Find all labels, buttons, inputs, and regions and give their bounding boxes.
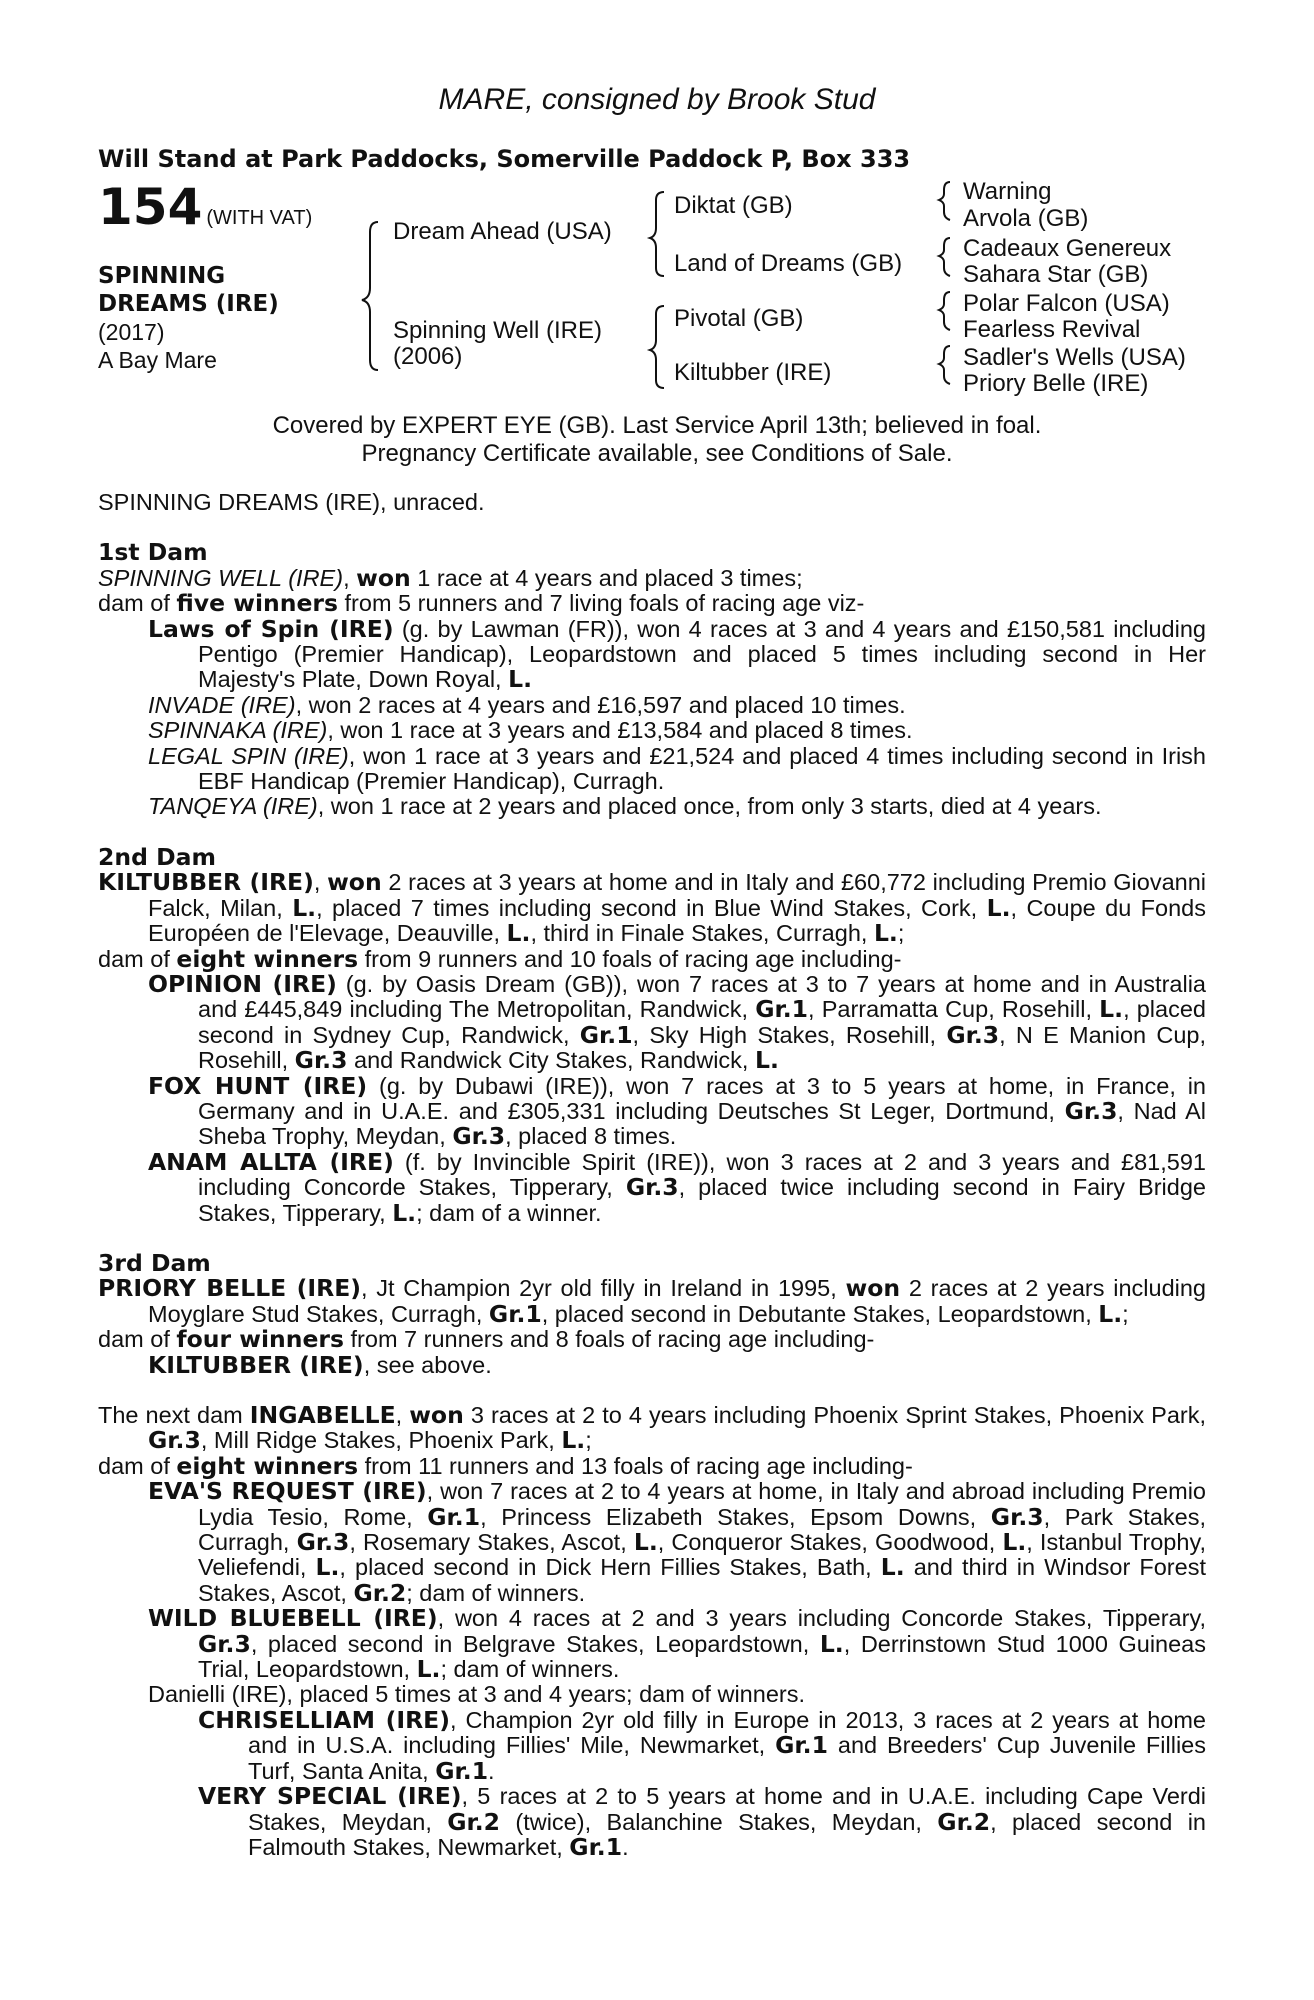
legal-spin-text: , won 1 race at 3 years and £21,524 and placed 4 times including second in Irish EBF Handicap (Premier Handicap), Curragh.: [198, 742, 1207, 795]
evas-request-text: , Conqueror Stakes, Goodwood,: [657, 1529, 1003, 1556]
opinion-text: , Sky High Stakes, Rosehill,: [632, 1021, 947, 1048]
listed-label: L.: [633, 1528, 658, 1557]
group-label: Gr.2: [937, 1807, 991, 1836]
group-label: Gr.1: [775, 1731, 828, 1760]
dam1-text1: 1 race at 4 years and placed 3 times;: [410, 564, 803, 591]
next-dam-damof: dam of: [98, 1452, 177, 1479]
pedigree-dam: Spinning Well (IRE): [393, 317, 602, 344]
list-item: [98, 1479, 1206, 1606]
very-special-name: VERY SPECIAL (IRE): [198, 1782, 462, 1811]
listed-label: L.: [880, 1553, 905, 1582]
list-item: [98, 718, 1206, 743]
dam3-damof: dam of: [98, 1326, 177, 1353]
evas-request-name: EVA'S REQUEST (IRE): [148, 1477, 427, 1506]
dam2-won: won: [327, 868, 382, 897]
listed-label: L.: [1099, 995, 1124, 1024]
list-item: [98, 1606, 1206, 1682]
horse-name-line1: SPINNING: [98, 263, 226, 289]
dam3-produce: [98, 1327, 1206, 1352]
next-dam-produce: [98, 1451, 1206, 1480]
wild-bluebell-text: , won 4 races at 2 and 3 years including Concorde Stakes, Tipperary,: [437, 1605, 1206, 1632]
group-label: Gr.3: [148, 1426, 201, 1455]
dam2-text: , Coupe du Fonds Européen de l'Elevage, Deauville,: [148, 894, 1206, 947]
listed-label: L.: [292, 893, 317, 922]
group-label: Gr.1: [427, 1502, 481, 1531]
dam3-text: , placed second in Debutante Stakes, Leopardstown,: [541, 1300, 1099, 1327]
very-special-text: , placed second in Falmouth Stakes, Newmarket,: [248, 1808, 1207, 1860]
covered-line: Covered by EXPERT EYE (GB). Last Service April 13th; believed in foal.: [272, 412, 1042, 439]
dam3-text: , Jt Champion 2yr old filly in Ireland in 1995,: [361, 1275, 846, 1302]
invade-name: INVADE (IRE): [148, 691, 296, 718]
dam2-winners: eight winners: [176, 944, 359, 973]
dam1-won: won: [356, 563, 411, 592]
group-label: Gr.3: [198, 1629, 251, 1658]
dam2-text: 2 races at 3 years at home and in Italy and £60,772 including Premio Giovanni Falck, Milan,: [148, 869, 1206, 921]
covered-info: [0, 412, 1314, 468]
evas-request-text: , Princess Elizabeth Stakes, Epsom Downs,: [480, 1503, 991, 1530]
dam3-text: ;: [1122, 1300, 1129, 1327]
dam1-name: SPINNING WELL (IRE): [98, 564, 344, 591]
dam1-text2: from 5 runners and 7 living foals of racing age viz-: [337, 590, 865, 617]
listed-label: L.: [416, 1655, 441, 1684]
very-special-text: .: [622, 1833, 629, 1860]
list-item: [98, 1705, 1206, 1785]
spinnaka-name: SPINNAKA (IRE): [148, 717, 328, 744]
next-dam-damtext: from 11 runners and 13 foals of racing age including-: [358, 1452, 913, 1479]
dam2-produce: [98, 944, 1206, 973]
dam2-text: , placed 7 times including second in Blue Wind Stakes, Cork,: [316, 894, 987, 921]
group-label: Gr.3: [452, 1122, 506, 1151]
tanqeya-text: , won 1 race at 2 years and placed once, from only 3 starts, died at 4 years.: [317, 793, 1102, 820]
catalogue-body: [98, 490, 1206, 1860]
kiltubber-text: , see above.: [363, 1351, 492, 1378]
listed-label: L.: [1098, 1299, 1123, 1328]
group-label: Gr.3: [296, 1528, 350, 1557]
group-label: Gr.3: [625, 1173, 679, 1202]
anam-allta-text: , placed twice including second in Fairy Bridge Stakes, Tipperary,: [198, 1174, 1206, 1226]
pedigree-ddd: Priory Belle (IRE): [963, 370, 1149, 397]
dam2-damtext: from 9 runners and 10 foals of racing age including-: [358, 945, 902, 972]
dam2-text: , third in Finale Stakes, Curragh,: [530, 920, 874, 947]
dam2-text: ;: [897, 920, 905, 947]
listed-label: L.: [986, 893, 1011, 922]
pedigree-dds: Sadler's Wells (USA): [963, 344, 1186, 371]
lot-number: 154: [98, 178, 203, 236]
evas-request-text: , won 7 races at 2 to 4 years at home, in Italy and abroad including Premio Lydia Tesio, Rome,: [198, 1478, 1206, 1530]
listed-label: L.: [392, 1198, 417, 1227]
dam1-record: SPINNING WELL (IRE), won 1 race at 4 years and placed 3 times;: [98, 563, 803, 592]
listed-label: L.: [506, 919, 531, 948]
chriselliam-text: and Breeders' Cup Juvenile Fillies Turf, Santa Anita,: [248, 1732, 1206, 1784]
wild-bluebell-text: , Derrinstown Stud 1000 Guineas Trial, Leopardstown,: [198, 1630, 1206, 1683]
group-label: Gr.3: [946, 1020, 1000, 1049]
dam2-name: KILTUBBER (IRE): [98, 868, 314, 897]
pedigree-dam-sire: Pivotal (GB): [674, 305, 804, 332]
group-label: Gr.3: [1064, 1096, 1118, 1125]
evas-request-text: , Rosemary Stakes, Ascot,: [349, 1529, 634, 1556]
anam-allta-name: ANAM ALLTA (IRE): [148, 1147, 394, 1176]
list-item: [98, 1784, 1206, 1860]
dam1-title: 1st Dam: [98, 538, 208, 567]
dam3-record: [98, 1276, 1206, 1327]
next-dam-sep: ,: [395, 1402, 410, 1428]
list-item: [98, 1071, 1206, 1151]
next-dam-won: won: [409, 1401, 464, 1429]
opinion-text: , placed second in Sydney Cup, Randwick,: [198, 996, 1206, 1048]
next-dam-text: , Mill Ridge Stakes, Phoenix Park,: [200, 1427, 562, 1454]
group-label: Gr.1: [488, 1299, 542, 1328]
dam3-title: 3rd Dam: [98, 1248, 211, 1277]
opinion-text: , N E Manion Cup, Rosehill,: [198, 1021, 1206, 1074]
next-dam-pre: The next dam: [98, 1402, 250, 1428]
pedigree-sire: Dream Ahead (USA): [393, 218, 612, 245]
listed-label: L.: [754, 1046, 779, 1075]
fox-hunt-text: , Nad Al Sheba Trophy, Meydan,: [198, 1097, 1206, 1150]
listed-label: L.: [315, 1553, 340, 1582]
pedigree-dam-year: (2006): [393, 343, 463, 370]
page-heading: MARE, consigned by Brook Stud: [438, 83, 876, 116]
list-item: [98, 794, 1206, 819]
listed-label: L.: [1002, 1528, 1027, 1557]
opinion-text: , Parramatta Cup, Rosehill,: [808, 996, 1100, 1023]
horse-name-line2: DREAMS (IRE): [98, 291, 279, 317]
laws-of-spin-name: Laws of Spin (IRE): [148, 614, 394, 643]
legal-spin-name: LEGAL SPIN (IRE): [148, 742, 349, 769]
horse-year: (2017): [98, 319, 165, 345]
very-special-text: (twice), Balanchine Stakes, Meydan,: [500, 1808, 938, 1835]
fox-hunt-name: FOX HUNT (IRE): [148, 1071, 368, 1100]
list-item: [98, 614, 1206, 694]
group-label: Gr.2: [353, 1578, 407, 1607]
listed-label: L.: [508, 665, 533, 694]
fox-hunt-text: , placed 8 times.: [505, 1123, 677, 1150]
listed-label: L.: [819, 1629, 844, 1658]
chriselliam-text: .: [488, 1757, 495, 1784]
lot-vat: (WITH VAT): [206, 207, 313, 229]
evas-request-text: , Istanbul Trophy, Veliefendi,: [198, 1529, 1206, 1581]
opinion-name: OPINION (IRE): [148, 969, 337, 998]
invade-text: , won 2 races at 4 years and £16,597 and placed 10 times.: [295, 691, 906, 718]
list-item: [98, 693, 1206, 718]
group-label: Gr.1: [435, 1756, 489, 1785]
opinion-text: (g. by Oasis Dream (GB)), won 7 races at 3 to 7 years at home and in Australia and £445,849 including The Metropolitan, Randwick,: [198, 970, 1206, 1023]
dam3-winners: four winners: [176, 1325, 344, 1354]
opinion-text: and Randwick City Stakes, Randwick,: [347, 1047, 755, 1074]
evas-request-text: and third in Windsor Forest Stakes, Ascot,: [198, 1554, 1206, 1606]
listed-label: L.: [561, 1426, 586, 1455]
pedigree-dss: Polar Falcon (USA): [963, 290, 1170, 317]
group-label: Gr.3: [990, 1502, 1044, 1531]
wild-bluebell-name: WILD BLUEBELL (IRE): [148, 1604, 438, 1633]
pedigree-sire-dam: Land of Dreams (GB): [674, 250, 903, 277]
evas-request-text: , Park Stakes, Curragh,: [198, 1503, 1207, 1556]
tanqeya-name: TANQEYA (IRE): [148, 793, 318, 820]
pedigree-ssd: Arvola (GB): [963, 205, 1089, 232]
next-dam-winners: eight winners: [176, 1451, 359, 1480]
pedigree-sdd: Sahara Star (GB): [963, 261, 1149, 288]
group-label: Gr.1: [579, 1020, 633, 1049]
pedigree-sds: Cadeaux Genereux: [963, 235, 1172, 262]
dam1-damof: dam of: [98, 590, 177, 617]
dam2-record: KILTUBBER (IRE), won 2 races at 3 years at home and in Italy and £60,772 including Premio Giovanni Falck, Milan, L., placed 7 times including second in Blue Wind Stakes, Cork, L., Coupe du Fonds Européen de l'Elevage, Deauville, L., third in Finale Stakes, Curragh, L.;: [98, 868, 1206, 948]
laws-of-spin-text: (g. by Lawman (FR)), won 4 races at 3 and 4 years and £150,581 including Pentigo (Premier Handicap), Leopardstown and placed 5 times including second in Her Majesty's Plate, Down Royal,: [198, 615, 1206, 693]
list-item: [98, 744, 1206, 795]
dam2-title: 2nd Dam: [98, 842, 216, 871]
anam-allta-text: (f. by Invincible Spirit (IRE)), won 3 races at 2 and 3 years and £81,591 including Concorde Stakes, Tipperary,: [198, 1148, 1206, 1201]
next-dam-text: ;: [585, 1427, 592, 1454]
wild-bluebell-text: , placed second in Belgrave Stakes, Leopardstown,: [250, 1630, 820, 1657]
next-dam-name: INGABELLE: [249, 1401, 396, 1429]
next-dam-record: [98, 1403, 1206, 1454]
chriselliam-name: CHRISELLIAM (IRE): [198, 1705, 450, 1734]
group-label: Gr.2: [447, 1807, 501, 1836]
dam3-name: PRIORY BELLE (IRE): [98, 1274, 361, 1303]
stand-location: Will Stand at Park Paddocks, Somerville Paddock P, Box 333: [98, 145, 911, 173]
pedigree-sire-sire: Diktat (GB): [674, 192, 793, 219]
kiltubber-name: KILTUBBER (IRE): [148, 1350, 364, 1379]
list-item: [98, 1350, 1206, 1379]
listed-label: L.: [873, 919, 898, 948]
chriselliam-text: , Champion 2yr old filly in Europe in 2013, 3 races at 2 years at home and in U.S.A. including Fillies' Mile, Newmarket,: [248, 1706, 1206, 1759]
dam1-winners: five winners: [176, 589, 338, 618]
list-item: [98, 969, 1206, 1075]
pregnancy-line: Pregnancy Certificate available, see Conditions of Sale.: [361, 440, 953, 467]
very-special-text: , 5 races at 2 to 5 years at home and in U.A.E. including Cape Verdi Stakes, Meydan,: [248, 1783, 1207, 1835]
pedigree-dsd: Fearless Revival: [963, 316, 1141, 343]
group-label: Gr.1: [569, 1832, 623, 1861]
list-item: [98, 1147, 1206, 1227]
group-label: Gr.3: [294, 1046, 348, 1075]
dam2-damof: dam of: [98, 945, 177, 972]
pedigree-sss: Warning: [963, 178, 1052, 205]
next-dam-text: 3 races at 2 to 4 years including Phoenix Sprint Stakes, Phoenix Park,: [463, 1402, 1206, 1428]
dam3-text: 2 races at 2 years including Moyglare Stud Stakes, Curragh,: [148, 1275, 1206, 1327]
wild-bluebell-text: ; dam of winners.: [440, 1656, 620, 1683]
dam1-produce: [98, 591, 1206, 616]
horse-description: A Bay Mare: [98, 347, 217, 373]
spinnaka-text: , won 1 race at 3 years and £13,584 and placed 8 times.: [327, 717, 913, 744]
list-item: Danielli (IRE), placed 5 times at 3 and 4 years; dam of winners.: [148, 1681, 805, 1708]
dam3-won: won: [845, 1274, 901, 1303]
group-label: Gr.1: [755, 995, 809, 1024]
anam-allta-text: ; dam of a winner.: [416, 1199, 602, 1226]
evas-request-text: , placed second in Dick Hern Fillies Stakes, Bath,: [339, 1554, 881, 1581]
dam3-damtext: from 7 runners and 8 foals of racing age including-: [344, 1326, 875, 1353]
evas-request-text: ; dam of winners.: [406, 1579, 586, 1606]
fox-hunt-text: (g. by Dubawi (IRE)), won 7 races at 3 to 5 years at home, in France, in Germany and in U.A.E. and £305,331 including Deutsches St Leger, Dortmund,: [198, 1072, 1206, 1124]
pedigree-dam-dam: Kiltubber (IRE): [674, 359, 832, 386]
unraced-line: SPINNING DREAMS (IRE), unraced.: [98, 489, 485, 515]
